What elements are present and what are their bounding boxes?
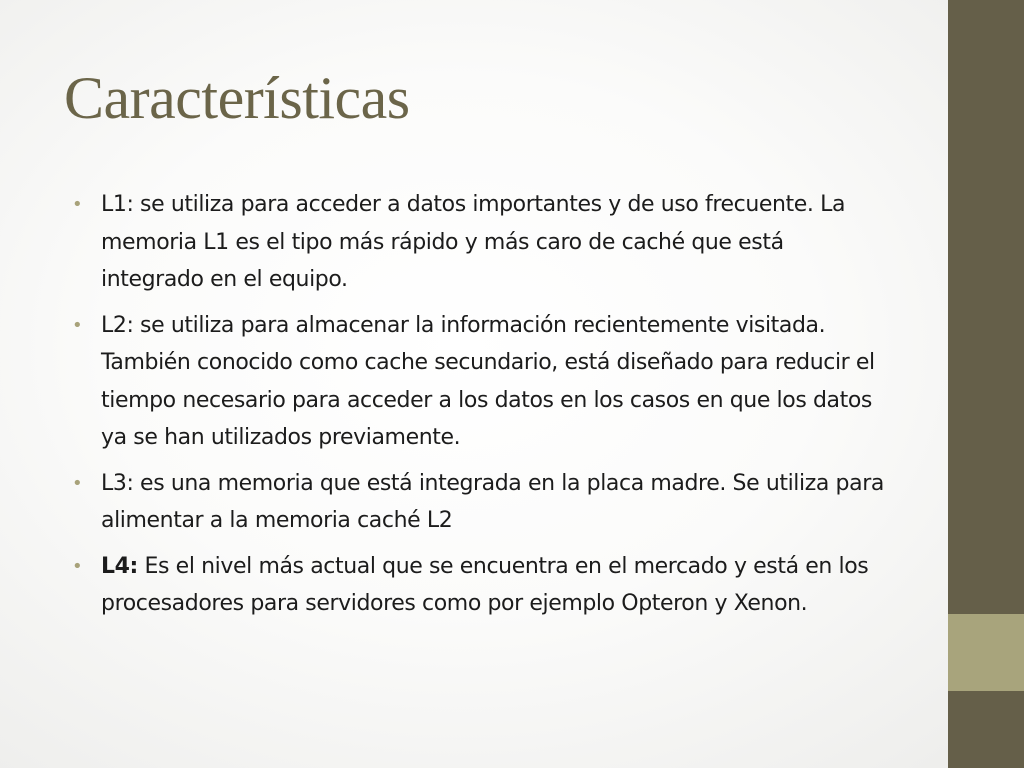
bullet-dot-icon: •: [72, 314, 83, 336]
bullet-text: L1: se utiliza para acceder a datos importantes y de uso frecuente. La memoria L1 es el tipo más rápido y más caro de caché que está integrado en el equipo.: [101, 192, 846, 292]
bullet-text: L3: es una memoria que está integrada en la placa madre. Se utiliza para alimentar a la memoria caché L2: [101, 470, 884, 533]
slide-title: Características: [64, 65, 410, 131]
bullet-text: L2: se utiliza para almacenar la información recientemente visitada. También conocido como cache secundario, está diseñado para reducir el tiempo necesario para acceder a los datos en los casos en que los datos ya se han utilizados previamente.: [101, 312, 875, 450]
bullet-item-l1: [72, 186, 892, 299]
bullet-item-l4: [72, 548, 892, 623]
bullet-dot-icon: •: [72, 194, 83, 215]
decorative-side-bar: [948, 0, 1024, 768]
side-bar-top-block: [948, 0, 1024, 614]
bullet-text: Es el nivel más actual que se encuentra en el mercado y está en los procesadores para servidores como por ejemplo Opteron y Xenon.: [101, 553, 869, 616]
bullet-item-l3: [72, 465, 892, 540]
bullet-dot-icon: •: [72, 472, 83, 494]
bullet-list: [72, 186, 892, 631]
side-bar-bottom-block: [948, 691, 1024, 768]
bullet-item-l2: [72, 307, 892, 457]
bullet-bold-lead: L4:: [101, 553, 138, 579]
bullet-dot-icon: •: [72, 555, 83, 577]
side-bar-accent-block: [948, 614, 1024, 691]
